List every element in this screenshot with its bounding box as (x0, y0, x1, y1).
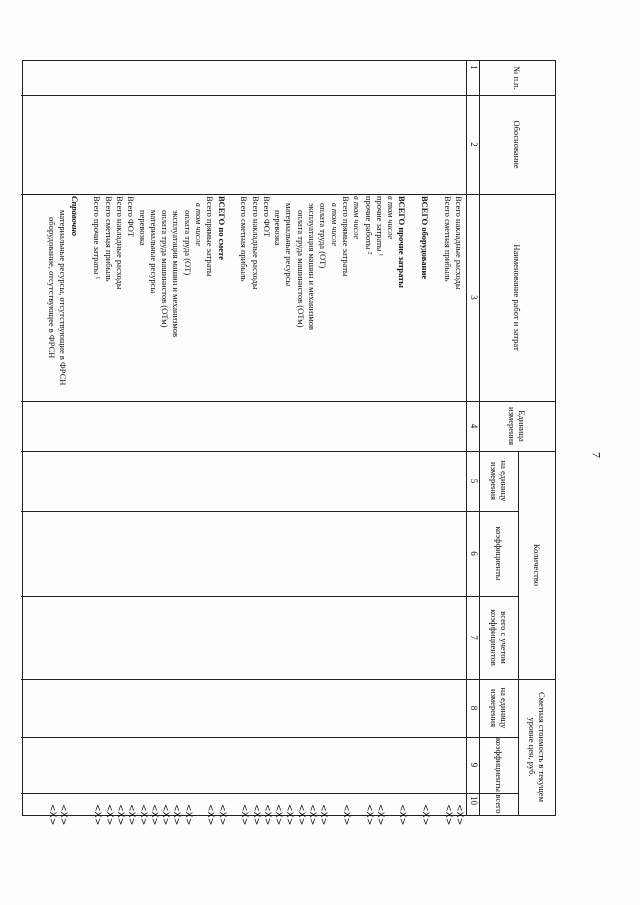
estimate-line-label: перевозка (137, 210, 148, 246)
column-number: 7 (469, 635, 479, 640)
placeholder-mark: <X> (295, 804, 306, 826)
placeholder-mark: <X> (261, 804, 272, 826)
placeholder-mark: <X> (92, 804, 103, 826)
placeholder-mark: <X> (341, 804, 351, 826)
placeholder-mark: <X> (307, 804, 318, 826)
estimate-line-label: оплата труда (ОТ) (182, 210, 193, 276)
estimate-line-label: материальные ресурсы, отсутствующие в ФРСН (58, 210, 69, 386)
placeholder-mark: <X> (250, 804, 261, 826)
estimate-line-label: оборудование, отсутствующее в ФРСН (47, 217, 58, 359)
column-number: 3 (469, 295, 479, 300)
placeholder-mark: <X> (58, 804, 69, 826)
column-divider (21, 737, 519, 738)
placeholder-mark: <X> (47, 804, 58, 826)
estimate-line-label: Всего ФОТ (126, 196, 137, 238)
column-number: 5 (469, 478, 479, 484)
placeholder-mark: <X> (171, 804, 182, 826)
header-quantity-per-unit: на единицу измерения (489, 460, 510, 502)
estimate-line-label: Всего сметная прибыль (103, 196, 114, 282)
estimate-line-label: эксплуатация машин и механизмов (171, 210, 182, 338)
header-cost-total: всего (494, 794, 505, 814)
placeholder-mark: <X> (318, 804, 329, 826)
estimate-line-label: Всего прочие затраты ¹ (92, 196, 103, 280)
estimate-line-label: в том числе (194, 203, 205, 247)
placeholder-mark: <X> (397, 804, 408, 826)
estimate-table (22, 60, 556, 816)
estimate-line-label: Всего ФОТ (261, 196, 272, 238)
estimate-line-label: перевозка (273, 210, 284, 246)
placeholder-mark: <X> (148, 804, 159, 826)
header-justification: Обоснование (512, 120, 523, 169)
placeholder-mark: <X> (420, 804, 431, 826)
column-divider (21, 793, 519, 794)
column-number: 2 (469, 142, 479, 147)
placeholder-mark: <X> (454, 804, 464, 826)
placeholder-mark: <X> (216, 804, 227, 826)
estimate-line-label: Всего сметная прибыль (442, 196, 453, 282)
rotated-estimate-sheet (16, 28, 556, 848)
header-cost-coefficients: коэффициенты (494, 737, 505, 792)
estimate-line-label: в том числе (329, 203, 340, 247)
column-number: 9 (469, 762, 479, 768)
estimate-line-label: Справочно (69, 196, 80, 237)
estimate-line-label: материальные ресурсы (284, 203, 295, 287)
column-divider (21, 596, 519, 597)
placeholder-mark: <X> (182, 804, 193, 826)
placeholder-mark: <X> (126, 804, 137, 826)
estimate-line-label: ВСЕГО по смете (216, 196, 227, 260)
estimate-line-label: материальные ресурсы (148, 210, 159, 294)
placeholder-mark: <X> (273, 804, 284, 826)
estimate-line-label: в том числе (386, 196, 397, 240)
column-number: 1 (469, 65, 479, 70)
estimate-line-label: ВСЕГО прочие затраты (397, 196, 408, 288)
header-unit: Единица измерения (507, 407, 528, 445)
estimate-line-label: Всего накладные расходы (115, 196, 125, 290)
estimate-line-label: прочие затраты ¹ (374, 196, 385, 257)
placeholder-mark: <X> (115, 804, 125, 826)
header-work-name: Наименование работ и затрат (512, 244, 523, 351)
header-item-number: № п.п. (512, 66, 523, 90)
estimate-line-label: прочие работы ² (363, 196, 374, 255)
column-number: 4 (469, 423, 479, 429)
estimate-line-label: оплата труда машинистов (ОТм) (160, 210, 171, 328)
header-quantity-group: Количество (532, 543, 542, 587)
placeholder-mark: <X> (239, 804, 250, 826)
estimate-line-label: Всего накладные расходы (250, 196, 261, 290)
estimate-line-label: в том числе (352, 196, 363, 240)
placeholder-mark: <X> (160, 804, 171, 826)
estimate-line-label: оплата труда (ОТ) (318, 203, 329, 269)
placeholder-mark: <X> (103, 804, 114, 826)
page-number: 7 (589, 452, 604, 458)
estimate-line-label: эксплуатация машин и механизмов (307, 203, 318, 331)
estimate-line-label: ВСЕГО оборудование (420, 196, 431, 280)
column-number: 6 (469, 551, 479, 556)
header-cost-group: Сметная стоимость в текущем уровне цен, руб. (527, 692, 547, 802)
placeholder-mark: <X> (205, 804, 216, 826)
placeholder-mark: <X> (363, 804, 374, 826)
estimate-line-label: Всего прямые затраты (341, 196, 351, 277)
placeholder-mark: <X> (442, 804, 453, 826)
header-cost-per-unit: на единицу измерения (489, 687, 510, 729)
column-number: 8 (469, 705, 479, 711)
estimate-line-label: оплата труда машинистов (ОТм) (295, 210, 306, 328)
placeholder-mark: <X> (374, 804, 385, 826)
placeholder-mark: <X> (137, 804, 148, 826)
column-divider (21, 511, 519, 512)
estimate-line-label: Всего прямые затраты (205, 196, 216, 277)
column-number: 10 (469, 796, 479, 805)
estimate-line-label: Всего сметная прибыль (239, 196, 250, 282)
header-quantity-total: всего с учетом коэффициентов (489, 609, 510, 666)
estimate-line-label: Всего накладные расходы (454, 196, 464, 290)
placeholder-mark: <X> (284, 804, 295, 826)
header-quantity-coefficients: коэффициенты (494, 526, 505, 581)
